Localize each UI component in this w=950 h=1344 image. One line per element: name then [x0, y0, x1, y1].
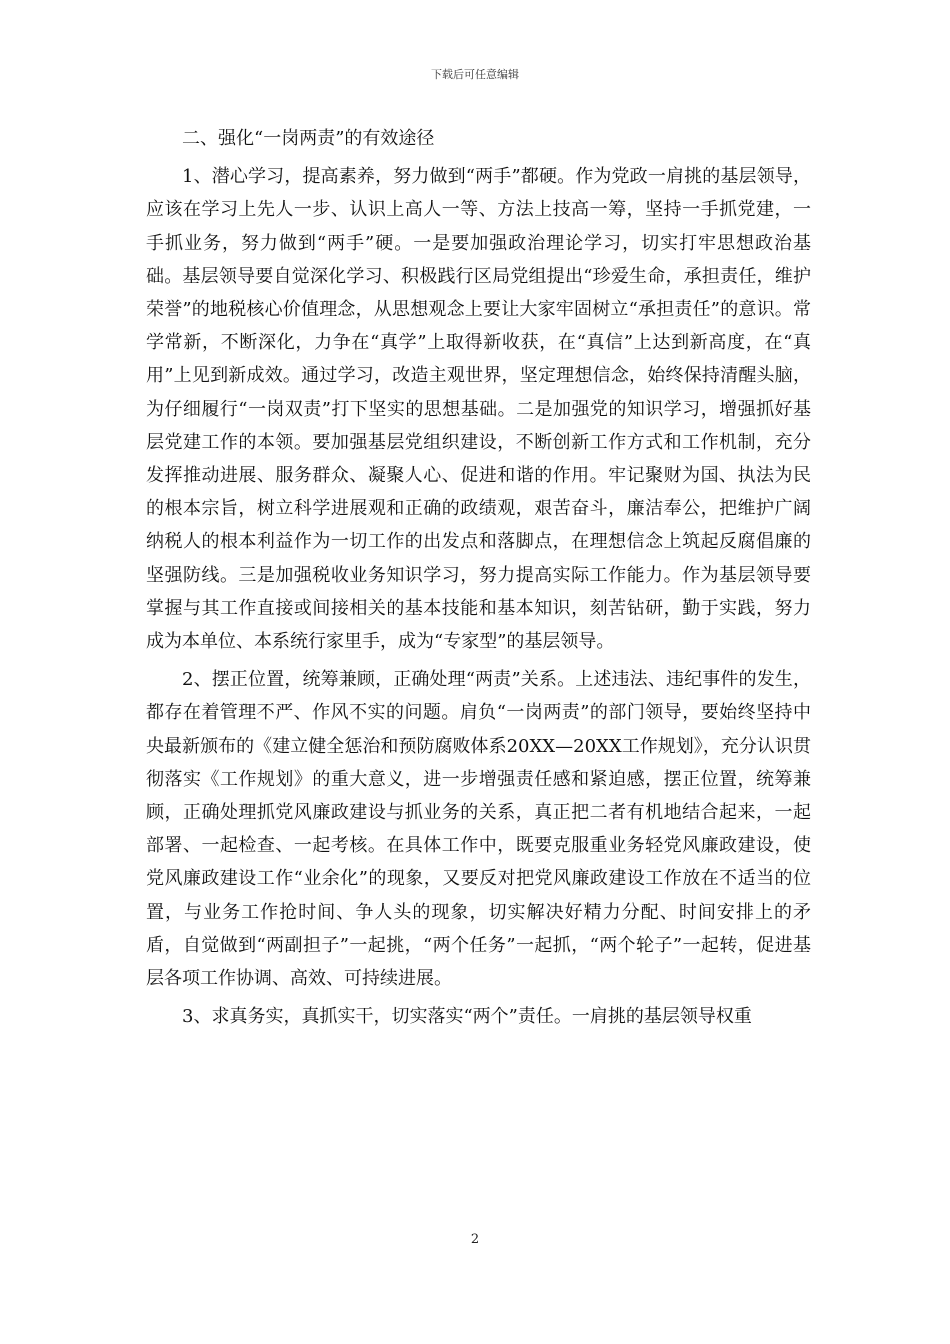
page-header: 下载后可任意编辑 [431, 68, 519, 81]
section-heading: 二、强化“一岗两责”的有效途径 [182, 128, 435, 149]
paragraph-2: 2、摆正位置，统筹兼顾，正确处理“两责”关系。上述违法、违纪事件的发生，都存在着管理不严、作风不实的问题。肩负“一岗两责”的部门领导，要始终坚持中央最新颁布的《建立健全惩治和预防腐败体系20XX—20XX工作规划》，充分认识贯彻落实《工作规划》的重大意义，进一步增强责任感和紧迫感，摆正位置，统筹兼顾，正确处理抓党风廉政建设与抓业务的关系，真正把二者有机地结合起来，一起部署、一起检查、一起考核。在具体工作中，既要克服重业务轻党风廉政建设，使党风廉政建设工作“业余化”的现象，又要反对把党风廉政建设工作放在不适当的位置，与业务工作抢时间、争人头的现象，切实解决好精力分配、时间安排上的矛盾，自觉做到“两副担子”一起挑，“两个任务”一起抓，“两个轮子”一起转，促进基层各项工作协调、高效、可持续进展。 [146, 669, 811, 990]
page-number: 2 [470, 1232, 480, 1247]
paragraph-3: 3、求真务实，真抓实干，切实落实“两个”责任。一肩挑的基层领导权重 [182, 1006, 752, 1028]
paragraph-1: 1、潜心学习，提高素养，努力做到“两手”都硬。作为党政一肩挑的基层领导，应该在学习上先人一步、认识上高人一等、方法上技高一筹，坚持一手抓党建，一手抓业务，努力做到“两手”硬。一是要加强政治理论学习，切实打牢思想政治基础。基层领导要自觉深化学习、积极践行区局党组提出“珍爱生命，承担责任，维护荣誉”的地税核心价值理念，从思想观念上要让大家牢固树立“承担责任”的意识。常学常新，不断深化，力争在“真学”上取得新收获，在“真信”上达到新高度，在“真用”上见到新成效。通过学习，改造主观世界，坚定理想信念，始终保持清醒头脑，为仔细履行“一岗双责”打下坚实的思想基础。二是加强党的知识学习，增强抓好基层党建工作的本领。要加强基层党组织建设，不断创新工作方式和工作机制，充分发挥推动进展、服务群众、凝聚人心、促进和谐的作用。牢记聚财为国、执法为民的根本宗旨，树立科学进展观和正确的政绩观，艰苦奋斗，廉洁奉公，把维护广阔纳税人的根本利益作为一切工作的出发点和落脚点，在理想信念上筑起反腐倡廉的坚强防线。三是加强税收业务知识学习，努力提高实际工作能力。作为基层领导要掌握与其工作直接或间接相关的基本技能和基本知识，刻苦钻研，勤于实践，努力成为本单位、本系统行家里手，成为“专家型”的基层领导。 [146, 166, 811, 653]
document-body [146, 122, 811, 1033]
